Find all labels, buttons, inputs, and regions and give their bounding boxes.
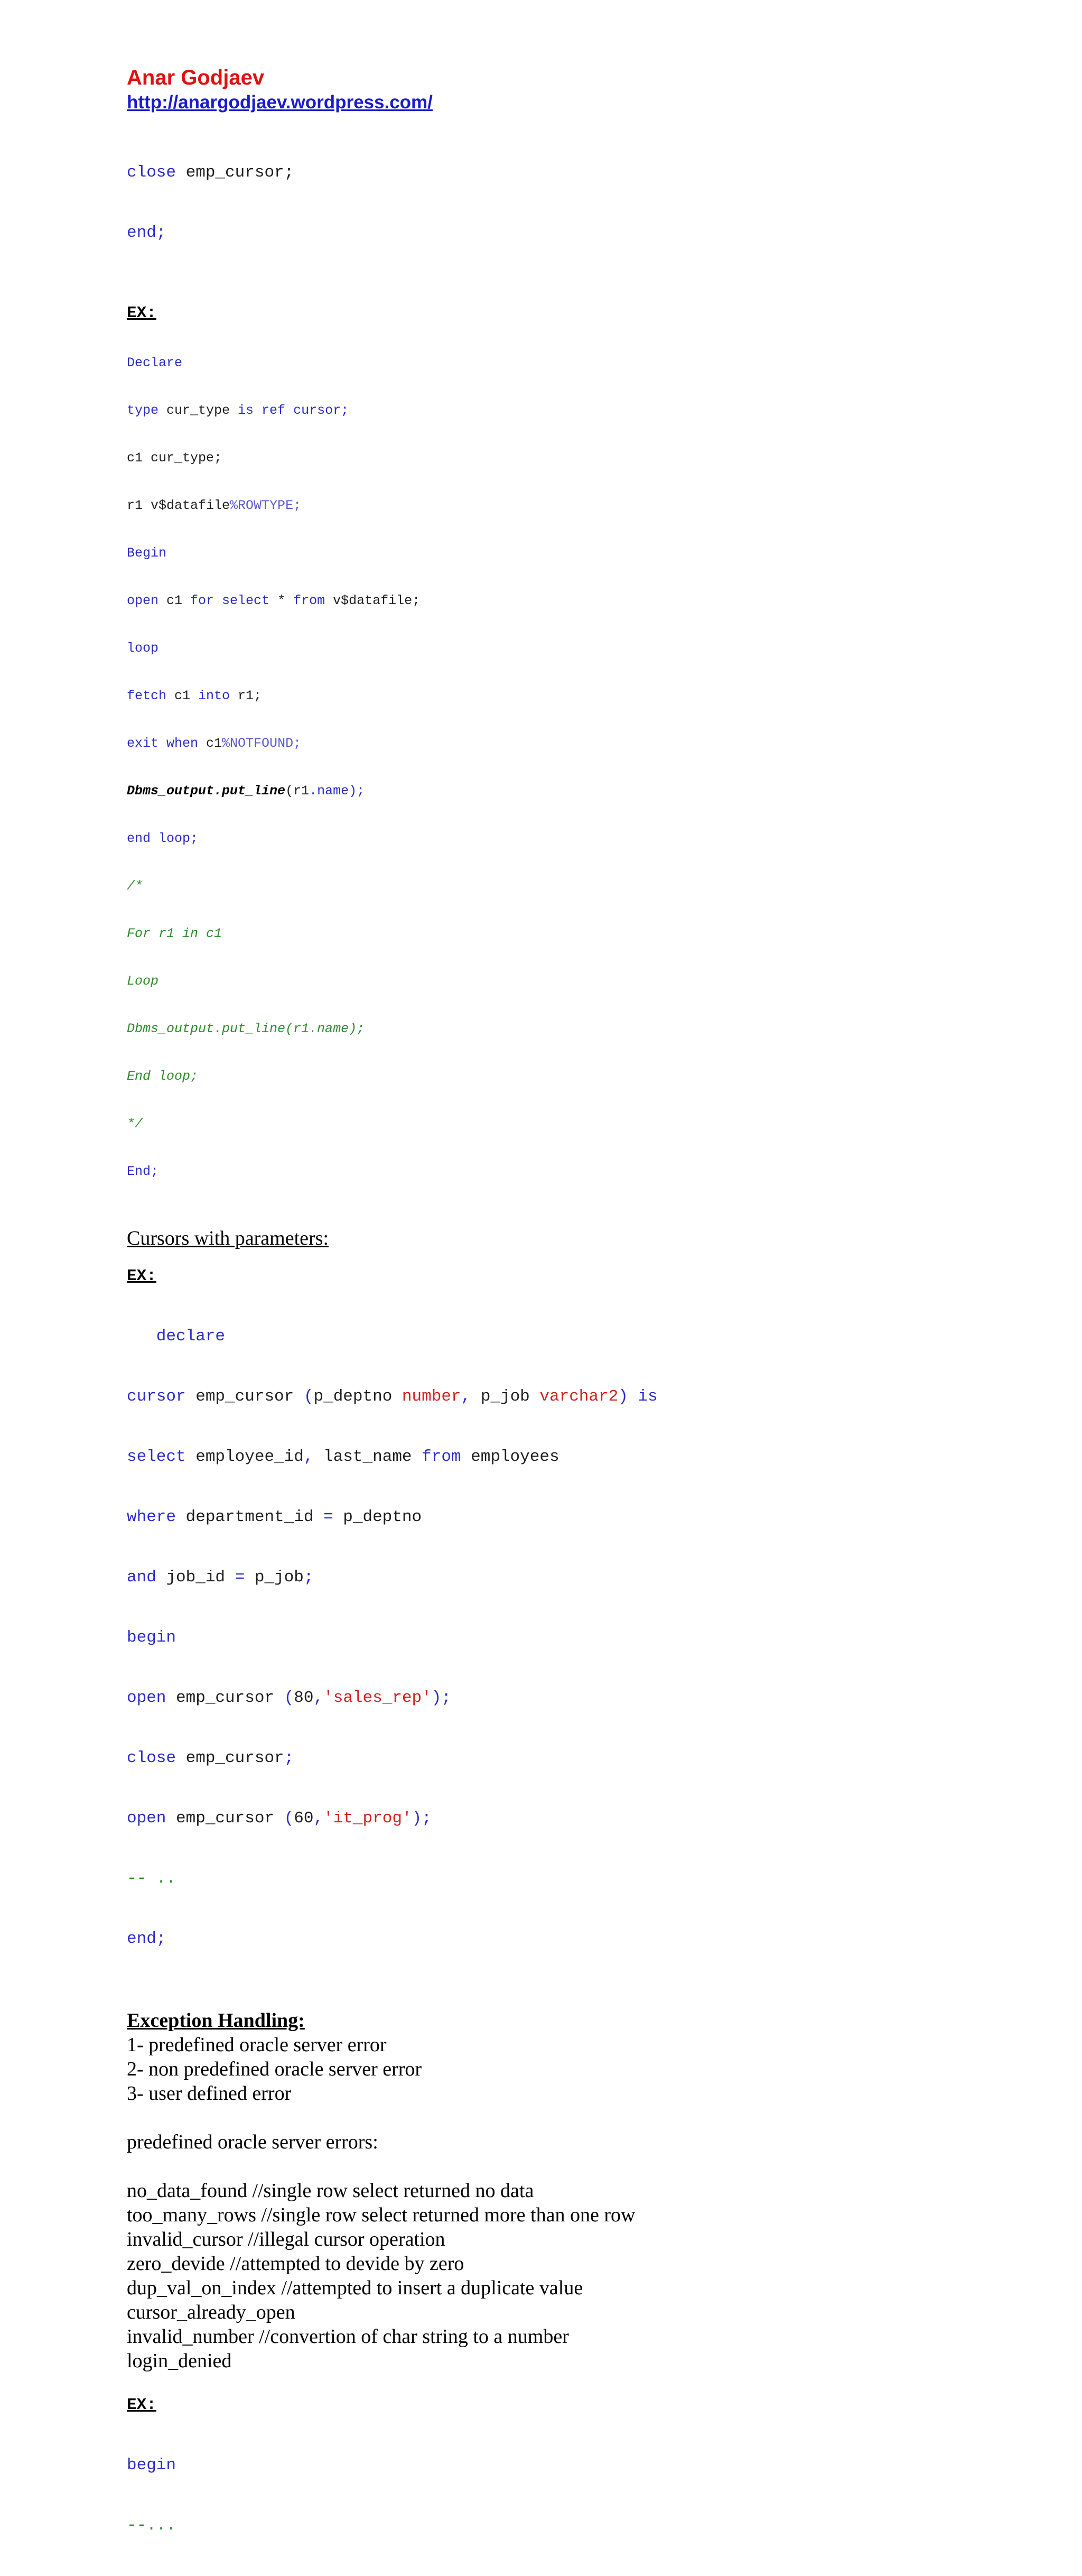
example-label: EX: xyxy=(127,2396,156,2414)
exception-types-list xyxy=(127,2033,993,2106)
code-block-cursor-params: declare cursor emp_cursor (p_deptno number, p_job varchar2) is select employee_id, last_name from employees where department_id = p_deptno and job_id = p_job; begin open emp_cursor (80,'sales_rep'); close emp_cursor; open emp_cursor (60,'it_prog'); -- .. end; xyxy=(127,1327,658,1948)
list-item: no_data_found //single row select returned no data xyxy=(127,2180,534,2202)
list-item: invalid_cursor //illegal cursor operation xyxy=(127,2228,445,2250)
list-item: zero_devide //attempted to devide by zero xyxy=(127,2253,464,2275)
list-item: too_many_rows //single row select returned more than one row xyxy=(127,2204,636,2226)
list-item: cursor_already_open xyxy=(127,2301,295,2323)
author-name: Anar Godjaev xyxy=(127,66,265,89)
section-heading-cursor-params: Cursors with parameters: xyxy=(127,1227,329,1249)
document-page xyxy=(127,64,993,2576)
list-item: 2- non predefined oracle server error xyxy=(127,2058,422,2080)
example-label: EX: xyxy=(127,1267,156,1285)
code-block-exception-example: begin --... xyxy=(127,2456,176,2535)
section-heading-exception-handling: Exception Handling: xyxy=(127,2009,305,2032)
predefined-errors-label: predefined oracle server errors: xyxy=(127,2131,378,2153)
example-label: EX: xyxy=(127,304,156,322)
list-item: dup_val_on_index //attempted to insert a duplicate value xyxy=(127,2277,583,2299)
list-item: 1- predefined oracle server error xyxy=(127,2034,387,2056)
list-item: invalid_number //convertion of char string to a number xyxy=(127,2325,569,2348)
list-item: login_denied xyxy=(127,2350,232,2372)
blog-link[interactable]: http://anargodjaev.wordpress.com/ xyxy=(127,92,433,113)
list-item: 3- user defined error xyxy=(127,2082,292,2105)
predefined-errors-list xyxy=(127,2179,993,2373)
code-block-ref-cursor: Declare type cur_type is ref cursor; c1 cur_type; r1 v$datafile%ROWTYPE; Begin open c1 for select * from v$datafile; loop fetch c1 into r1; exit when c1%NOTFOUND; Dbms_output.put_line(r1.name); end loop; /* For r1 in c1 Loop Dbms_output.put_line(r1.name); End loop; */ End; xyxy=(127,355,421,1179)
code-block-close: close emp_cursor; end; xyxy=(127,163,294,242)
